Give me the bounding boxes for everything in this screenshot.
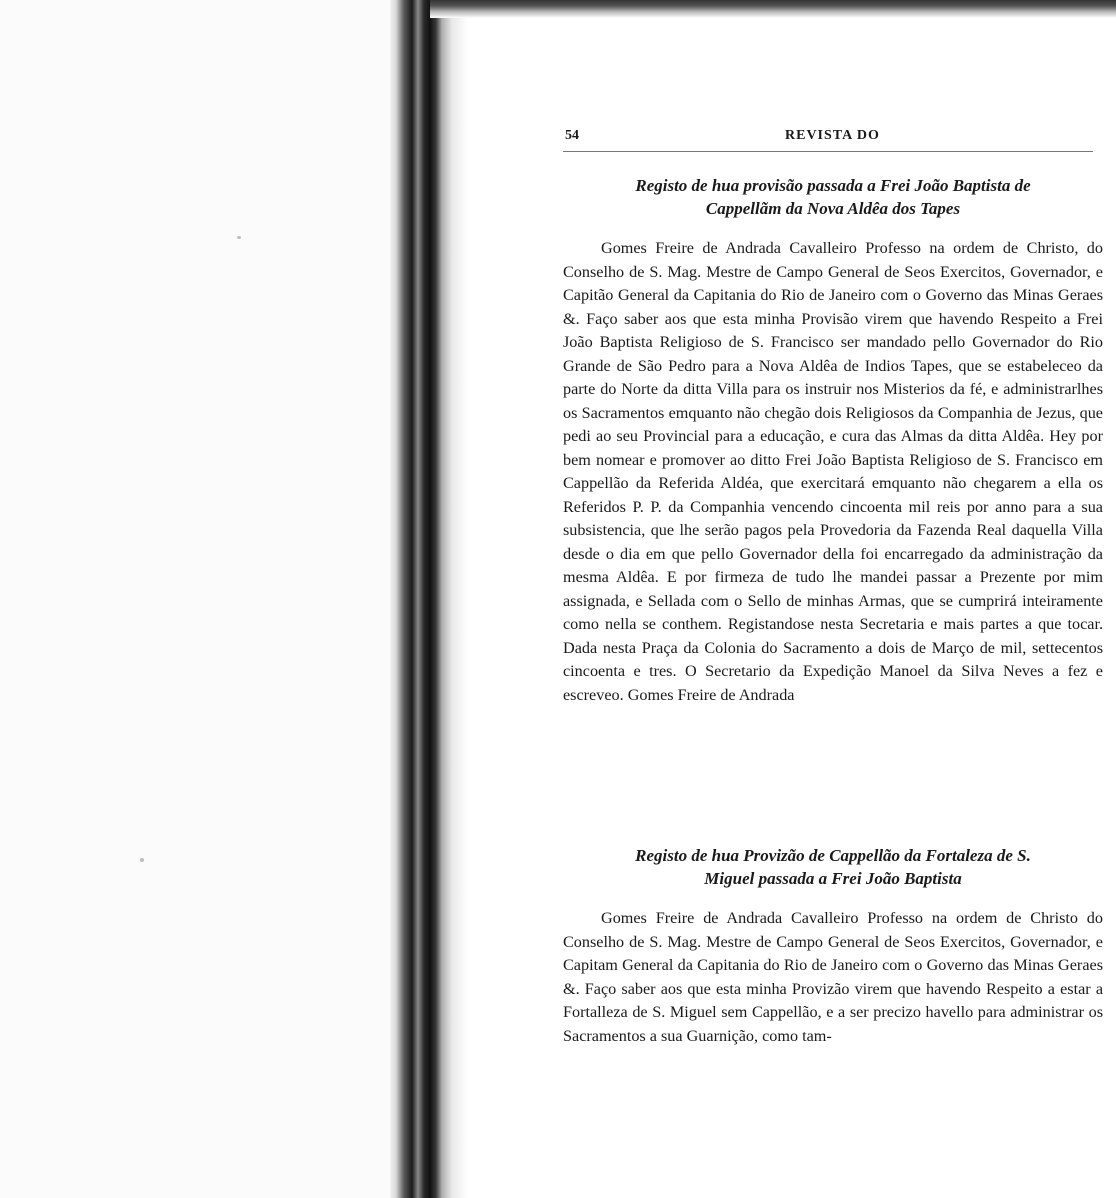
document-paragraph: Gomes Freire de Andrada Cavalleiro Professo na ordem de Christo do Conselho de S. Mag. Mestre de Campo General de Seos Exercitos, Governador, e Capitam General da Capitania do Rio de Janeiro com o Governo das Minas Geraes &. Faço saber aos que esta minha Provizão virem que havendo Respeito a estar a Fortalleza de S. Miguel sem Cappellão, e a ser precizo havello para administrar os Sacramentos a sua Guarnição, como tam- (563, 909, 1103, 1045)
section-heading (563, 174, 1103, 220)
heading-line: Registo de hua Provizão de Cappellão da Fortaleza de S. (635, 846, 1031, 865)
facing-page-blank (0, 0, 390, 1198)
document-paragraph: Gomes Freire de Andrada Cavalleiro Professo na ordem de Christo, do Conselho de S. Mag. Mestre de Campo General de Seos Exercitos, Governador, e Capitão General da Capitania do Rio de Janeiro com o Governo das Minas Geraes &. Faço saber aos que esta minha Provisão virem que havendo Respeito a Frei João Baptista Religioso de S. Francisco ser mandado pello Governador do Rio Grande de São Pedro para a Nova Aldêa de Indios Tapes, que se estabeleceo da parte do Norte da ditta Villa para os instruir nos Misterios da fé, e administrarlhes os Sacramentos emquanto não chegão dois Religiosos da Companhia de Jezus, que pedi ao seu Provincial para a educação, e cura das Almas da ditta Aldêa. Hey por bem nomear e promover ao ditto Frei João Baptista Religioso de S. Francisco em Cappellão da Referida Aldéa, que exercitará emquanto não chegarem a ella os Referidos P. P. da Companhia vencendo cincoenta mil reis por anno para a sua subsistencia, que lhe serão pagos pela Provedoria da Fazenda Real daquella Villa desde o dia em que pello Governador della foi encarregado da administração da mesma Aldêa. E por firmeza de tudo lhe mandei passar a Prezente por mim assignada, e Sellada com o Sello de minhas Armas, que se cumprirá inteiramente como nella se conthem. Registandose nesta Secretaria e mais partes a que tocar. Dada nesta Praça da Colonia do Sacramento a dois de Março de mil, settecentos cincoenta e tres. O Secretario da Expedição Manoel da Silva Neves a fez e escreveo. Gomes Freire de Andrada (563, 239, 1103, 704)
heading-line: Cappellãm da Nova Aldêa dos Tapes (705, 199, 961, 218)
book-gutter (390, 0, 468, 1198)
heading-line: Miguel passada a Frei João Baptista (704, 869, 962, 888)
section-heading (563, 844, 1103, 890)
heading-line: Registo de hua provisão passada a Frei João Baptista de (635, 176, 1031, 195)
header-rule (563, 151, 1093, 152)
page-number: 54 (565, 128, 579, 143)
book-page (563, 0, 1103, 1198)
paper-speck (237, 236, 241, 239)
paper-speck (140, 858, 144, 862)
journal-title: REVISTA DO (785, 128, 880, 143)
running-head (563, 128, 1093, 150)
